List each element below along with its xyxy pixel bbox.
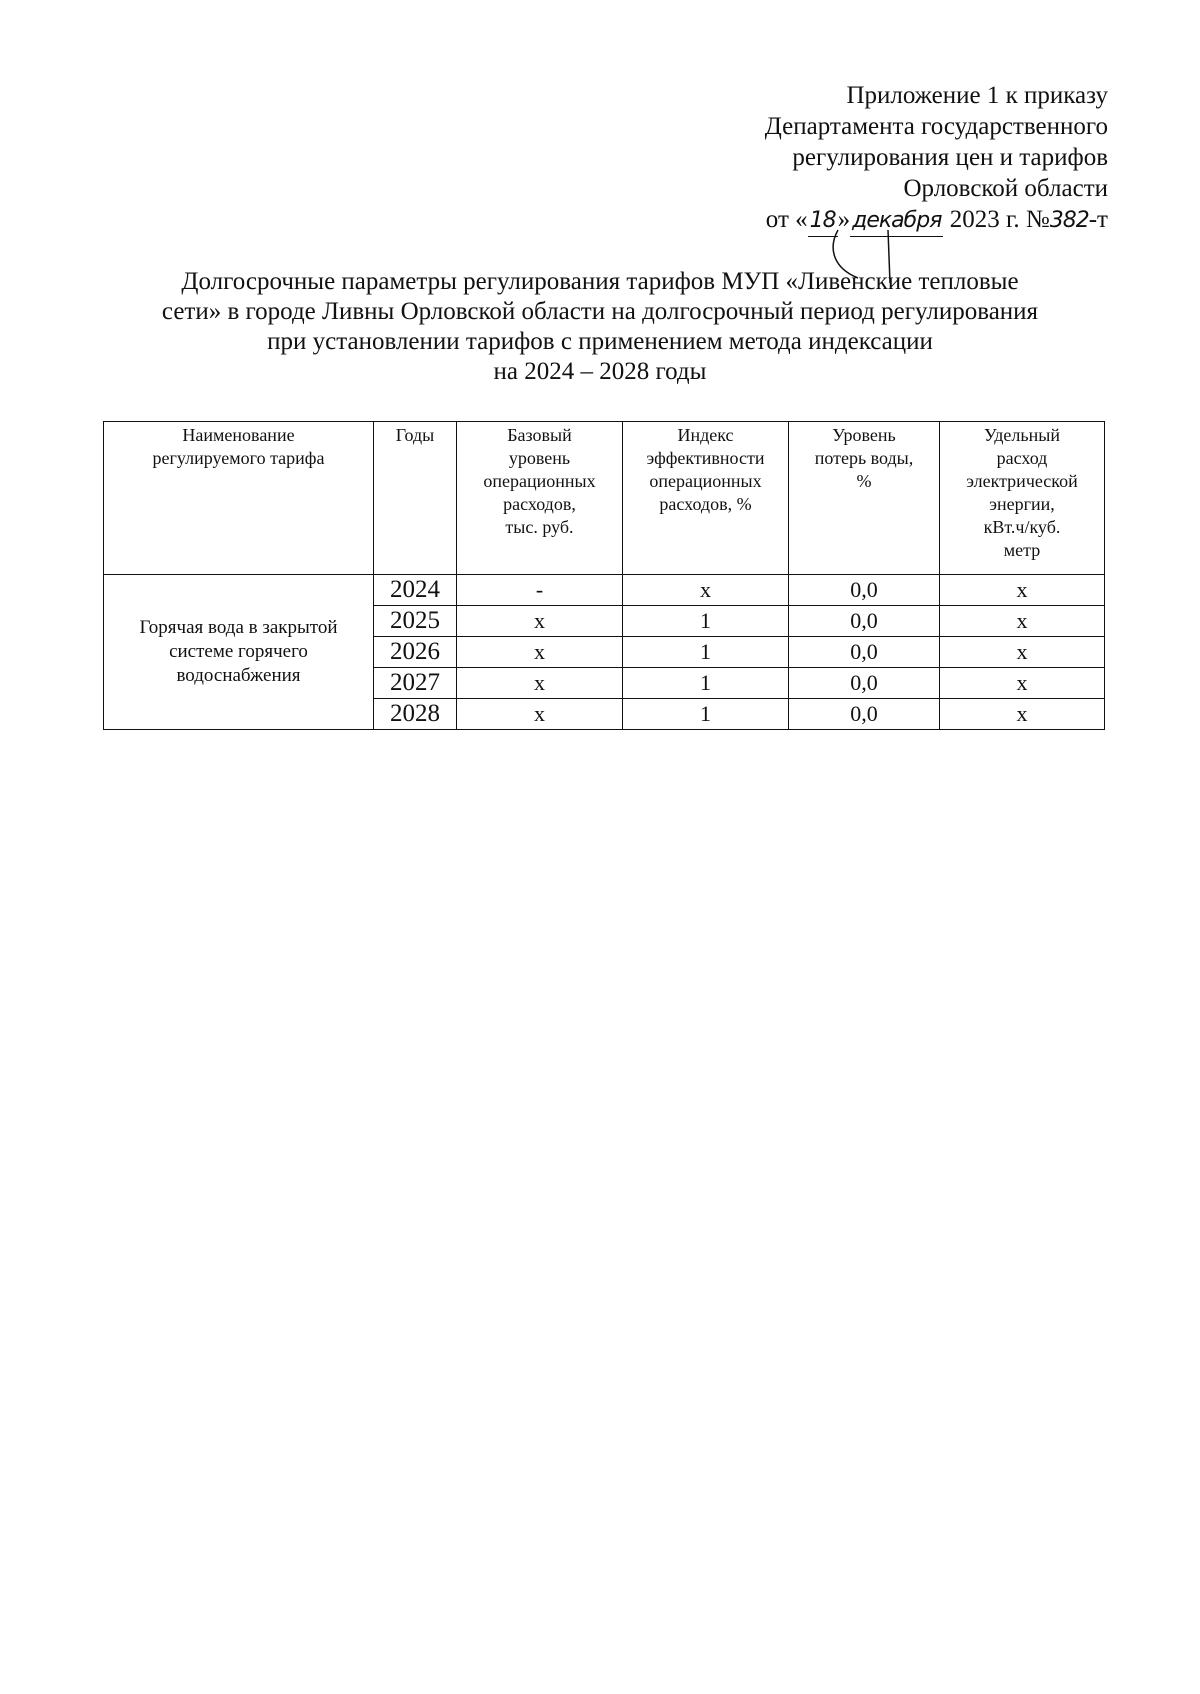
col-header-base-opex: Базовый уровень операционных расходов, тыс. руб. bbox=[457, 422, 623, 575]
base-cell: х bbox=[457, 699, 623, 730]
header-line-3: регулирования цен и тарифов bbox=[792, 144, 1108, 171]
title-line-1: Долгосрочные параметры регулирования тарифов МУП «Ливенские тепловые bbox=[181, 268, 1019, 295]
index-cell: х bbox=[623, 575, 789, 606]
year-cell: 2028 bbox=[374, 699, 457, 730]
index-cell: 1 bbox=[623, 637, 789, 668]
col-header-years: Годы bbox=[374, 422, 457, 575]
tariff-parameters-table bbox=[103, 421, 1105, 730]
table-row bbox=[104, 575, 1105, 606]
base-cell: х bbox=[457, 606, 623, 637]
order-day-handwritten: 18 bbox=[808, 205, 838, 237]
header-line-2: Департамента государственного bbox=[764, 113, 1108, 140]
header-line-4: Орловской области bbox=[903, 175, 1108, 202]
losses-cell: 0,0 bbox=[789, 606, 940, 637]
base-cell: х bbox=[457, 637, 623, 668]
header-line-1: Приложение 1 к приказу bbox=[846, 82, 1108, 109]
col-header-water-losses: Уровень потерь воды, % bbox=[789, 422, 940, 575]
title-line-2: сети» в городе Ливны Орловской области на долгосрочный период регулирования bbox=[161, 298, 1039, 325]
order-mid: » bbox=[837, 206, 851, 233]
energy-cell: х bbox=[940, 575, 1105, 606]
base-cell: х bbox=[457, 668, 623, 699]
index-cell: 1 bbox=[623, 606, 789, 637]
order-suffix: -т bbox=[1088, 206, 1108, 233]
order-prefix: от « bbox=[765, 206, 808, 233]
order-year: 2023 г. № bbox=[949, 206, 1050, 233]
energy-cell: х bbox=[940, 668, 1105, 699]
losses-cell: 0,0 bbox=[789, 575, 940, 606]
title-line-4: на 2024 – 2028 годы bbox=[493, 358, 707, 385]
year-cell: 2024 bbox=[374, 575, 457, 606]
losses-cell: 0,0 bbox=[789, 637, 940, 668]
order-number-handwritten: 382 bbox=[1049, 208, 1089, 233]
energy-cell: х bbox=[940, 637, 1105, 668]
title-line-3: при установлении тарифов с применением метода индексации bbox=[267, 328, 933, 355]
year-cell: 2027 bbox=[374, 668, 457, 699]
year-cell: 2026 bbox=[374, 637, 457, 668]
tariff-name-cell: Горячая вода в закрытой системе горячего водоснабжения bbox=[104, 575, 374, 730]
index-cell: 1 bbox=[623, 699, 789, 730]
appendix-header bbox=[588, 80, 1108, 237]
table-header-row bbox=[104, 422, 1105, 575]
col-header-energy-consumption: Удельный расход электрической энергии, кВт.ч/куб. метр bbox=[940, 422, 1105, 575]
order-month-handwritten: декабря bbox=[850, 205, 943, 237]
document-title bbox=[0, 267, 1200, 387]
year-cell: 2025 bbox=[374, 606, 457, 637]
energy-cell: х bbox=[940, 606, 1105, 637]
order-date-line bbox=[588, 204, 1108, 237]
energy-cell: х bbox=[940, 699, 1105, 730]
losses-cell: 0,0 bbox=[789, 668, 940, 699]
losses-cell: 0,0 bbox=[789, 699, 940, 730]
index-cell: 1 bbox=[623, 668, 789, 699]
col-header-efficiency-index: Индекс эффективности операционных расходов, % bbox=[623, 422, 789, 575]
col-header-tariff-name: Наименование регулируемого тарифа bbox=[104, 422, 374, 575]
base-cell: - bbox=[457, 575, 623, 606]
